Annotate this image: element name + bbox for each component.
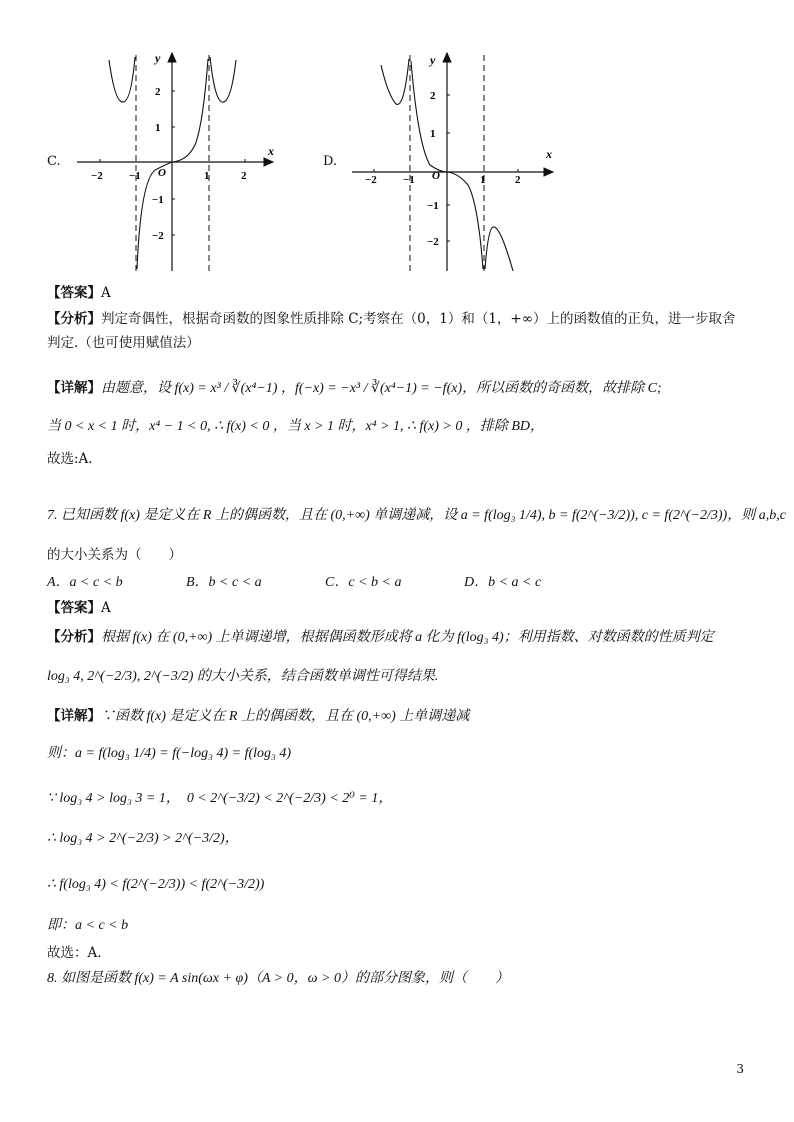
graph-c-xtick: −1 [129, 170, 141, 182]
graph-d-ytick: −1 [427, 200, 439, 212]
graph-c-xtick: 2 [241, 170, 247, 182]
q7-stem-line-2: 的大小关系为（ ） [47, 547, 182, 563]
q7-option-c: C．c < b < a [325, 575, 402, 590]
graph-c-ytick: −2 [152, 230, 164, 242]
q7-option-a: A．a < c < b [47, 575, 123, 590]
graph-c-axis-x: x [268, 144, 274, 158]
graph-c-xtick: 1 [204, 170, 210, 182]
q7-analysis-line-1: 【分析】根据 f(x) 在 (0,+∞) 上单调递增，根据偶函数形成将 a 化为 f(log₃ 4)；利用指数、对数函数的性质判定 [47, 629, 714, 645]
q7-detail-line-2: 则：a = f(log₃ 1/4) = f(−log₃ 4) = f(log₃ 4) [47, 746, 292, 761]
graph-c-axis-y: y [155, 51, 161, 65]
q7-choose: 故选：A. [47, 945, 102, 961]
graph-d-xtick: −1 [403, 174, 415, 186]
q6-analysis-line-2: 判定.（也可使用赋值法） [47, 335, 200, 351]
q6-answer: 【答案】A [47, 285, 111, 301]
graph-option-d [350, 45, 565, 273]
q7-detail-line-5: ∴ f(log₃ 4) < f(2^(−2/3)) < f(2^(−3/2)) [47, 877, 265, 892]
graph-c-origin: O [158, 167, 166, 179]
graph-d-xtick: 1 [480, 174, 486, 186]
q6-choose: 故选:A. [47, 451, 93, 467]
q7-detail-line-4: ∴ log₃ 4 > 2^(−2/3) > 2^(−3/2)， [47, 831, 239, 846]
q7-answer: 【答案】A [47, 600, 111, 616]
option-c-label: C. [47, 154, 61, 169]
q7-option-d: D．b < a < c [464, 575, 542, 590]
q7-analysis-line-2: log₃ 4, 2^(−2/3), 2^(−3/2) 的大小关系，结合函数单调性可得结果. [47, 669, 439, 684]
q6-analysis-line-1: 【分析】判定奇偶性，根据奇函数的图象性质排除 C;考察在（0，1）和（1，+∞）上的函数值的正负，进一步取舍 [47, 311, 736, 327]
graph-c-ytick: 2 [155, 86, 161, 98]
graph-c-xtick: −2 [91, 170, 103, 182]
graph-d-origin: O [432, 170, 440, 182]
graph-d-ytick: 1 [430, 128, 436, 140]
q6-detail-line-1: 【详解】由题意，设 f(x) = x³ / ∛(x⁴−1) ，f(−x) = −x³ / ∛(x⁴−1) = −f(x)，所以函数的奇函数，故排除 C; [47, 380, 662, 396]
graph-d-axis-x: x [546, 147, 552, 161]
graph-c-ytick: −1 [152, 194, 164, 206]
graph-d-axis-y: y [430, 53, 436, 67]
q7-detail-line-1: 【详解】∵函数 f(x) 是定义在 R 上的偶函数，且在 (0,+∞) 上单调递减 [47, 708, 470, 724]
graph-option-c [75, 45, 290, 273]
q7-detail-line-3: ∵ log₃ 4 > log₃ 3 = 1， 0 < 2^(−3/2) < 2^(−2/3) < 2⁰ = 1， [47, 791, 393, 806]
graph-c-ytick: 1 [155, 122, 161, 134]
graph-d-ytick: −2 [427, 236, 439, 248]
graph-d-ytick: 2 [430, 90, 436, 102]
q7-detail-line-6: 即：a < c < b [47, 918, 129, 933]
graph-d-xtick: −2 [365, 174, 377, 186]
q8-stem: 8. 如图是函数 f(x) = A sin(ωx + φ)（A > 0，ω > 0）的部分图象，则（ ） [47, 971, 509, 986]
q7-stem-line-1: 7. 已知函数 f(x) 是定义在 R 上的偶函数，且在 (0,+∞) 单调递减，设 a = f(log₃ 1/4), b = f(2^(−3/2)), c = f(2^(−2/3))，则 a,b,c [47, 508, 786, 523]
option-d-label: D. [323, 154, 338, 169]
page-number: 3 [736, 1062, 744, 1076]
q7-option-b: B．b < c < a [186, 575, 262, 590]
graph-d-xtick: 2 [515, 174, 521, 186]
q6-detail-line-2: 当 0 < x < 1 时，x⁴ − 1 < 0, ∴ f(x) < 0 ，当 x > 1 时，x⁴ > 1, ∴ f(x) > 0 ，排除 BD， [47, 419, 544, 434]
